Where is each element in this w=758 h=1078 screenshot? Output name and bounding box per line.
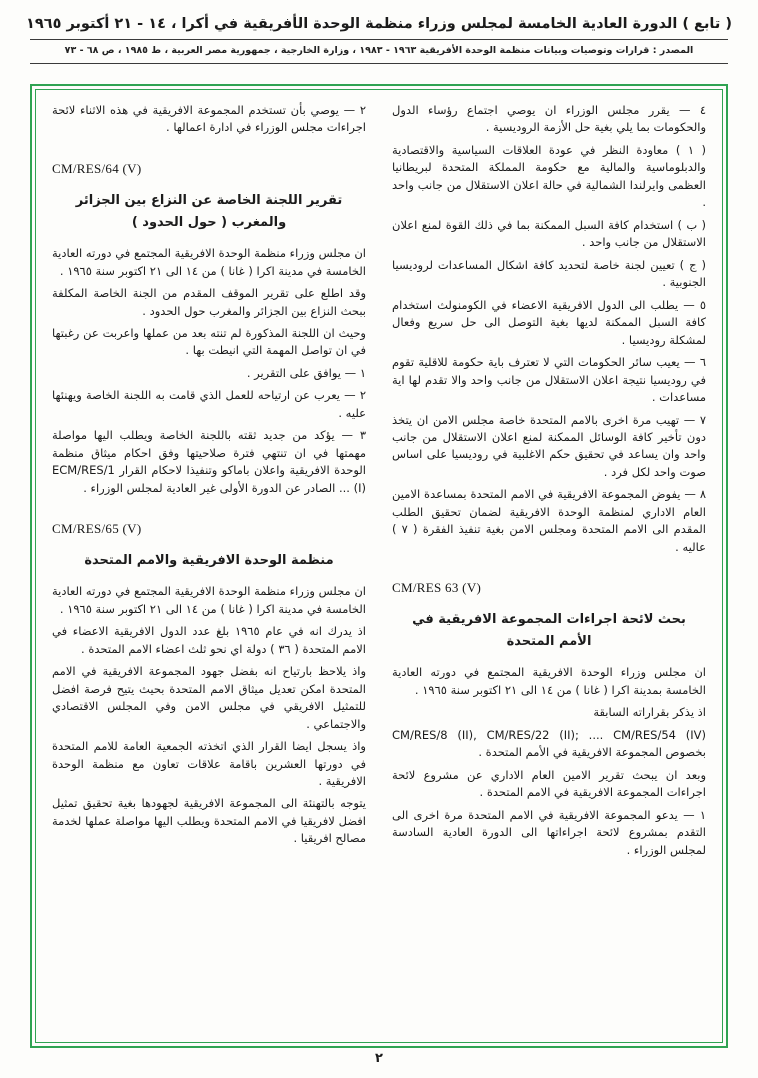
column-right <box>392 102 706 1032</box>
resolution-paragraph: يتوجه بالتهنئة الى المجموعة الافريقية لجهودها بغية تحقيق تمثيل افضل لافريقيا في الامم المتحدة ويطلب اليها مواصلة عملها لخدمة مصالح افريقيا . <box>52 796 366 846</box>
resolution-paragraph: ان مجلس وزراء الوحدة الافريقية المجتمع في دورته العادية الخامسة بمدينة اكرا ( غانا ) من ١٤ الى ٢١ اكتوبر سنة ١٩٦٥ . <box>392 665 706 697</box>
resolution-code: CM/RES 63 (V) <box>392 580 482 596</box>
section-heading: منظمة الوحدة الافريقية والامم المتحدة <box>84 553 334 569</box>
resolution-paragraph: ١ — يدعو المجموعة الافريقية في الامم المتحدة مرة اخرى الى التقدم بمشروع لائحة اجراءاتها الى الدورة العادية السادسة لمجلس الوزراء . <box>392 807 706 857</box>
resolution-paragraph: ٢ — يوصي بأن تستخدم المجموعة الافريقية في هذه الاثناء لائحة اجراءات مجلس الوزراء في ادارة اعمالها . <box>52 103 366 135</box>
resolution-paragraph: ٦ — يعيب سائر الحكومات التي لا تعترف باية حكومة للاقلية تقوم في روديسيا نتيجة اعلان الاستقلال من جانب واحد والا تقدم لها اية مساعدات . <box>392 355 706 405</box>
resolution-paragraph: ٥ — يطلب الى الدول الافريقية الاعضاء في الكومنولث استخدام كافة السبل الممكنة لديها بغية التوصل الى حل سريع وفعال لمشكلة روديسيا . <box>392 297 706 347</box>
resolution-references: CM/RES/8 (II), CM/RES/22 (II); .... CM/RES/54 (IV) بخصوص المجموعة الافريقية في الأمم المتحدة . <box>392 727 706 760</box>
resolution-paragraph: ان مجلس وزراء منظمة الوحدة الافريقية المجتمع في دورته العادية الخامسة في مدينة اكرا ( غانا ) من ١٤ الى ٢١ اكتوبر سنة ١٩٦٥ . <box>52 584 366 616</box>
resolution-subparagraph: ( ب ) استخدام كافة السبل الممكنة بما في ذلك القوة لمنع اعلان الاستقلال من جانب واحد . <box>392 217 706 250</box>
resolution-paragraph: واذ يلاحظ بارتياح انه بفضل جهود المجموعة الافريقية في الامم المتحدة امكن تعديل ميثاق الامم المتحدة بحيث يتيح فرصة افضل للتمثيل الافريقي في مجلس الامن وفي المجلس الاقتصادي والاجتماعي . <box>52 664 366 731</box>
page-header <box>0 0 758 64</box>
resolution-paragraph: واذ يسجل ايضا القرار الذي اتخذته الجمعية العامة للامم المتحدة في دورتها العشرين باقامة علاقات تعاون مع منظمة الوحدة الافريقية . <box>52 739 366 788</box>
page-number: ٢ <box>375 1051 383 1066</box>
resolution-paragraph: ٤ — يقرر مجلس الوزراء ان يوصي اجتماع رؤساء الدول والحكومات بما يلي بغية حل الأزمة الروديسية . <box>392 103 706 135</box>
resolution-paragraph: ١ — يوافق على التقرير . <box>246 365 366 380</box>
resolution-paragraph: اذ يدرك انه في عام ١٩٦٥ بلغ عدد الدول الافريقية الاعضاء في الامم المتحدة ( ٣٦ ) دولة اي نحو ثلث اعضاء الامم المتحدة . <box>52 624 366 656</box>
resolution-paragraph: وبعد ان يبحث تقرير الامين العام الاداري عن مشروع لائحة اجراءات المجموعة الافريقية في الامم المتحدة . <box>392 767 706 800</box>
resolution-code: CM/RES/64 (V) <box>52 160 142 176</box>
document-title: ( تابع ) الدورة العادية الخامسة لمجلس وزراء منظمة الوحدة الأفريقية في أكرا ، ١٤ - ٢١ أكتوبر ١٩٦٥ <box>26 16 732 32</box>
content-frame-inner <box>35 89 723 1043</box>
text-columns <box>52 102 706 1032</box>
section-heading: تقرير اللجنة الخاصة عن النزاع بين الجزائر والمغرب ( حول الحدود ) <box>75 192 343 231</box>
resolution-subparagraph: ( ج ) تعيين لجنة خاصة لتحديد كافة اشكال المساعدات لروديسيا الجنوبية . <box>392 257 706 290</box>
resolution-paragraph: ٧ — تهيب مرة اخرى بالامم المتحدة خاصة مجلس الامن ان يتخذ دون تأخير كافة الوسائل الممكنة لمنع اعلان الاستقلال من جانب واحد وان يساعد في تحقيق حكم الاغلبية في روديسيا على اساس صوت واحد لكل فرد . <box>392 412 706 479</box>
resolution-paragraph: ٨ — يفوض المجموعة الافريقية في الامم المتحدة بمساعدة الامين العام الاداري لمنظمة الوحدة الافريقية لضمان تحقيق الطلب المقدم الى الامم المتحدة ومجلس الامن بغية تنفيذ الفقرة ( ٧ ) عاليه . <box>392 487 706 554</box>
source-line: المصدر : قرارات وتوصيات وبيانات منظمة الوحدة الأفريقية ١٩٦٣ - ١٩٨٣ ، وزارة الخارجية ، جمهورية مصر العربية ، ط ١٩٨٥ ، ص ٦٨ - ٧٣ <box>64 45 694 56</box>
content-frame <box>30 84 728 1048</box>
header-divider-top <box>30 39 728 40</box>
header-divider-bottom <box>30 63 728 64</box>
resolution-paragraph: ٢ — يعرب عن ارتياحه للعمل الذي قامت به اللجنة الخاصة ويهنئها عليه . <box>52 388 366 420</box>
resolution-paragraph: وحيث ان اللجنة المذكورة لم تنته بعد من عملها واعربت عن رغبتها في ان تواصل المهمة التي انيطت بها . <box>52 326 366 358</box>
resolution-paragraph: ٣ — يؤكد من جديد ثقته باللجنة الخاصة ويطلب اليها مواصلة مهمتها في ان تنتهي فترة صلاحيتها وفق احكام ميثاق منظمة الوحدة الافريقية واعلان باماكو وتنفيذا لاحكام القرار ECM/RES/1 (I) ... الصادر عن الدورة الأولى غير العادية لمجلس الوزراء . <box>52 428 366 495</box>
resolution-paragraph: اذ يذكر بقراراته السابقة <box>593 705 706 720</box>
section-heading: بحث لائحة اجراءات المجموعة الافريقية في الأمم المتحدة <box>412 612 686 650</box>
resolution-code: CM/RES/65 (V) <box>52 521 142 537</box>
resolution-paragraph: وقد اطلع على تقرير الموقف المقدم من الجنة الخاصة المكلفة ببحث النزاع بين الجزائر والمغرب حول الحدود . <box>52 286 366 318</box>
resolution-subparagraph: ( ١ ) معاودة النظر في عودة العلاقات السياسية والاقتصادية والدبلوماسية والمالية مع حكومة المملكة المتحدة لبريطانيا العظمى وايرلندا الشمالية في حالة اعلان الاستقلال من جانب واحد . <box>392 142 706 210</box>
resolution-paragraph: ان مجلس وزراء منظمة الوحدة الافريقية المجتمع في دورته العادية الخامسة في مدينة اكرا ( غانا ) من ١٤ الى ٢١ اكتوبر سنة ١٩٦٥ . <box>52 246 366 278</box>
column-left <box>52 102 366 1032</box>
